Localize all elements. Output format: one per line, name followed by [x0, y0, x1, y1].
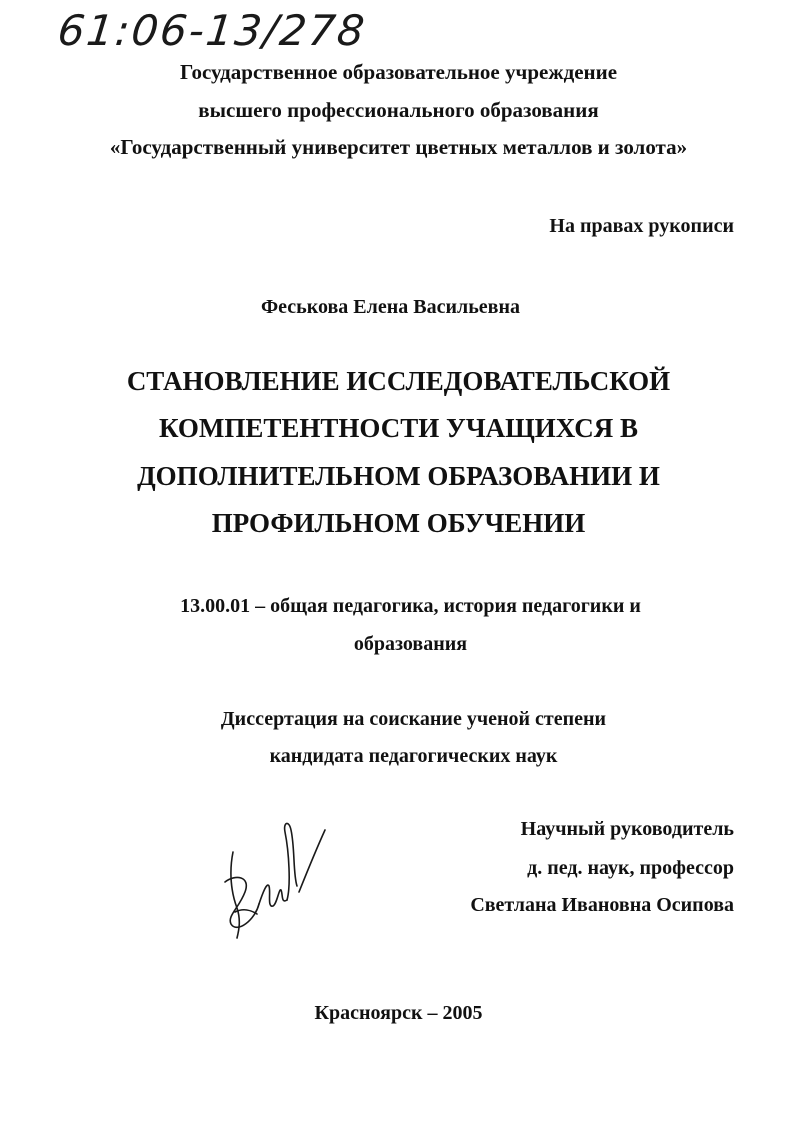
title-line-2: КОМПЕТЕНТНОСТИ УЧАЩИХСЯ В	[158, 413, 639, 443]
handwritten-signature	[215, 812, 335, 952]
institution-line-1: Государственное образовательное учреждение	[179, 60, 618, 84]
specialty-line-1: 13.00.01 – общая педагогика, история педагогики и	[180, 595, 641, 617]
title-line-4: ПРОФИЛЬНОМ ОБУЧЕНИИ	[211, 508, 586, 538]
institution-line-2: высшего профессионального образования	[198, 98, 599, 122]
supervisor-role: Научный руководитель	[520, 818, 734, 840]
title-line-3: ДОПОЛНИТЕЛЬНОМ ОБРАЗОВАНИИ И	[137, 461, 660, 491]
signature-stroke-3	[259, 885, 287, 906]
city-year: Красноярск – 2005	[314, 1002, 483, 1024]
author-name: Феськова Елена Васильевна	[260, 296, 520, 318]
supervisor-name: Светлана Ивановна Осипова	[470, 894, 734, 916]
institution-line-3: «Государственный университет цветных металлов и золота»	[109, 135, 688, 159]
specialty-line-2: образования	[353, 633, 468, 655]
supervisor-credentials: д. пед. наук, профессор	[527, 857, 734, 879]
signature-stroke-4	[285, 823, 297, 900]
degree-line-2: кандидата педагогических наук	[269, 745, 558, 767]
signature-stroke-5	[299, 830, 325, 892]
title-line-1: СТАНОВЛЕНИЕ ИССЛЕДОВАТЕЛЬСКОЙ	[126, 366, 671, 396]
archive-stamp: 61:06-13/278	[55, 6, 369, 55]
rights-note: На правах рукописи	[549, 215, 734, 237]
degree-line-1: Диссертация на соискание ученой степени	[220, 708, 607, 730]
signature-stroke-2	[225, 877, 259, 927]
